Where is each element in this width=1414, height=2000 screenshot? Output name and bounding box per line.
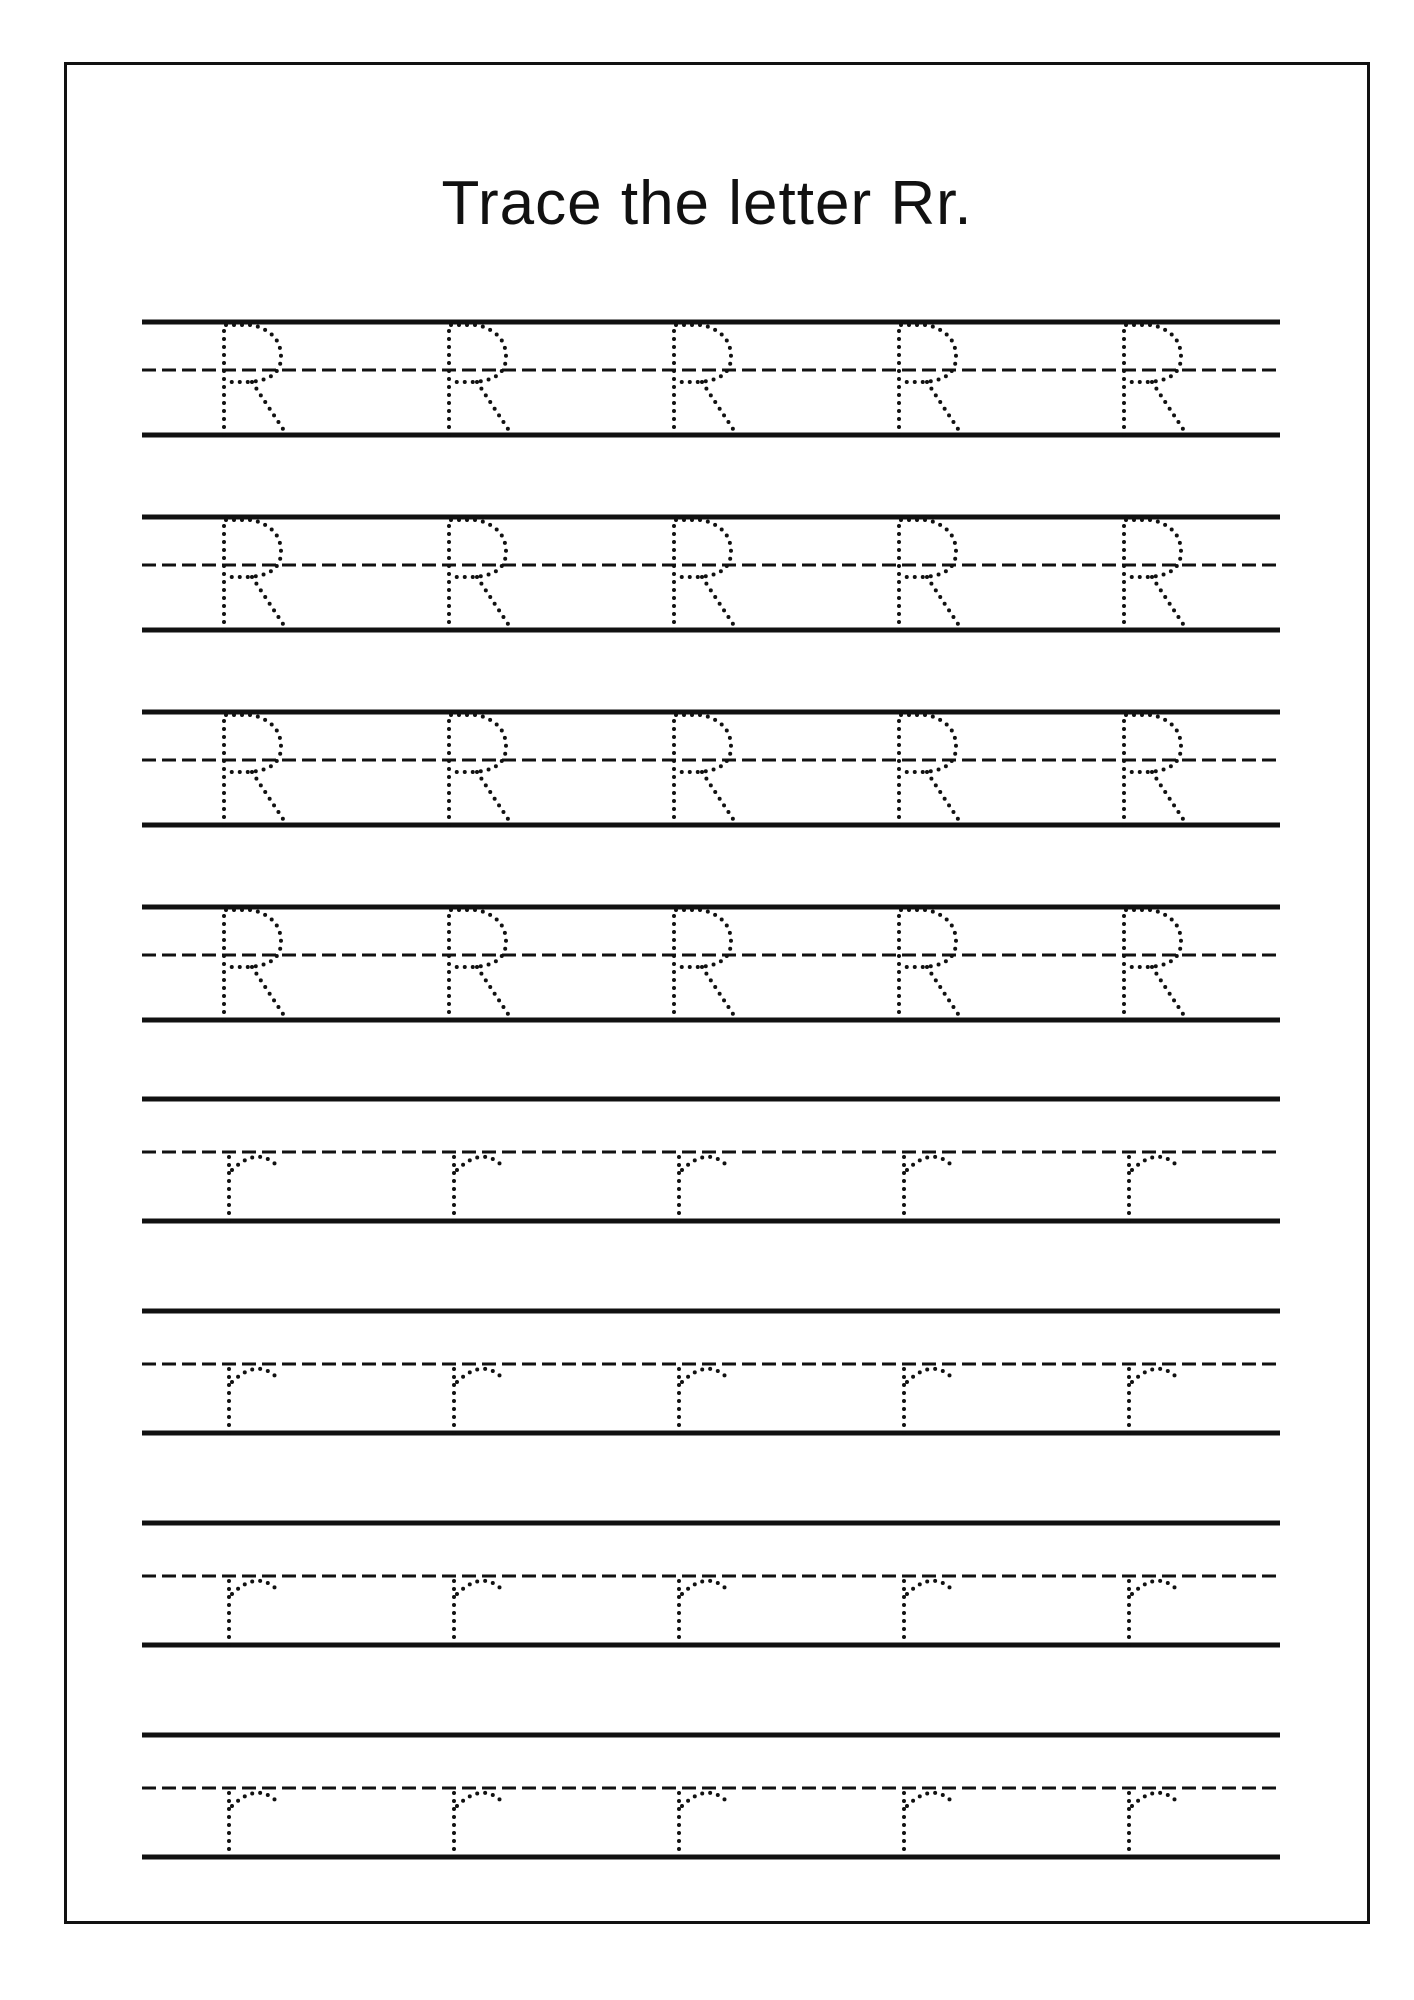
dotted-letter-r <box>679 1154 730 1221</box>
dotted-letter-r <box>229 1154 280 1221</box>
dotted-letter-R <box>899 715 962 825</box>
dotted-letter-R <box>449 520 512 630</box>
dotted-letter-R <box>224 715 287 825</box>
dotted-letter-R <box>224 910 287 1020</box>
dotted-letter-r <box>1129 1154 1180 1221</box>
dotted-letter-R <box>449 910 512 1020</box>
dotted-letter-r <box>1129 1578 1180 1645</box>
dotted-letter-R <box>674 715 737 825</box>
worksheet-title: Trace the letter Rr. <box>441 169 973 238</box>
dotted-letter-R <box>674 325 737 435</box>
dotted-letter-R <box>1124 715 1187 825</box>
dotted-letter-R <box>899 325 962 435</box>
dotted-letter-R <box>224 325 287 435</box>
dotted-letter-r <box>679 1790 730 1857</box>
dotted-letter-R <box>224 520 287 630</box>
dotted-letter-r <box>229 1578 280 1645</box>
dotted-letter-r <box>679 1578 730 1645</box>
dotted-letter-r <box>454 1578 505 1645</box>
dotted-letter-r <box>904 1790 955 1857</box>
dotted-letter-R <box>449 715 512 825</box>
dotted-letter-R <box>674 520 737 630</box>
dotted-letter-r <box>904 1578 955 1645</box>
dotted-letter-R <box>1124 910 1187 1020</box>
dotted-letter-r <box>229 1366 280 1433</box>
dotted-letter-r <box>454 1154 505 1221</box>
dotted-letter-R <box>1124 325 1187 435</box>
dotted-letter-r <box>679 1366 730 1433</box>
dotted-letter-r <box>454 1366 505 1433</box>
dotted-letter-R <box>899 910 962 1020</box>
dotted-letter-r <box>229 1790 280 1857</box>
dotted-letter-r <box>454 1790 505 1857</box>
dotted-letter-r <box>904 1366 955 1433</box>
dotted-letter-R <box>449 325 512 435</box>
dotted-letter-r <box>1129 1366 1180 1433</box>
dotted-letter-r <box>1129 1790 1180 1857</box>
dotted-letter-R <box>674 910 737 1020</box>
dotted-letter-R <box>899 520 962 630</box>
dotted-letter-R <box>1124 520 1187 630</box>
dotted-letter-r <box>904 1154 955 1221</box>
